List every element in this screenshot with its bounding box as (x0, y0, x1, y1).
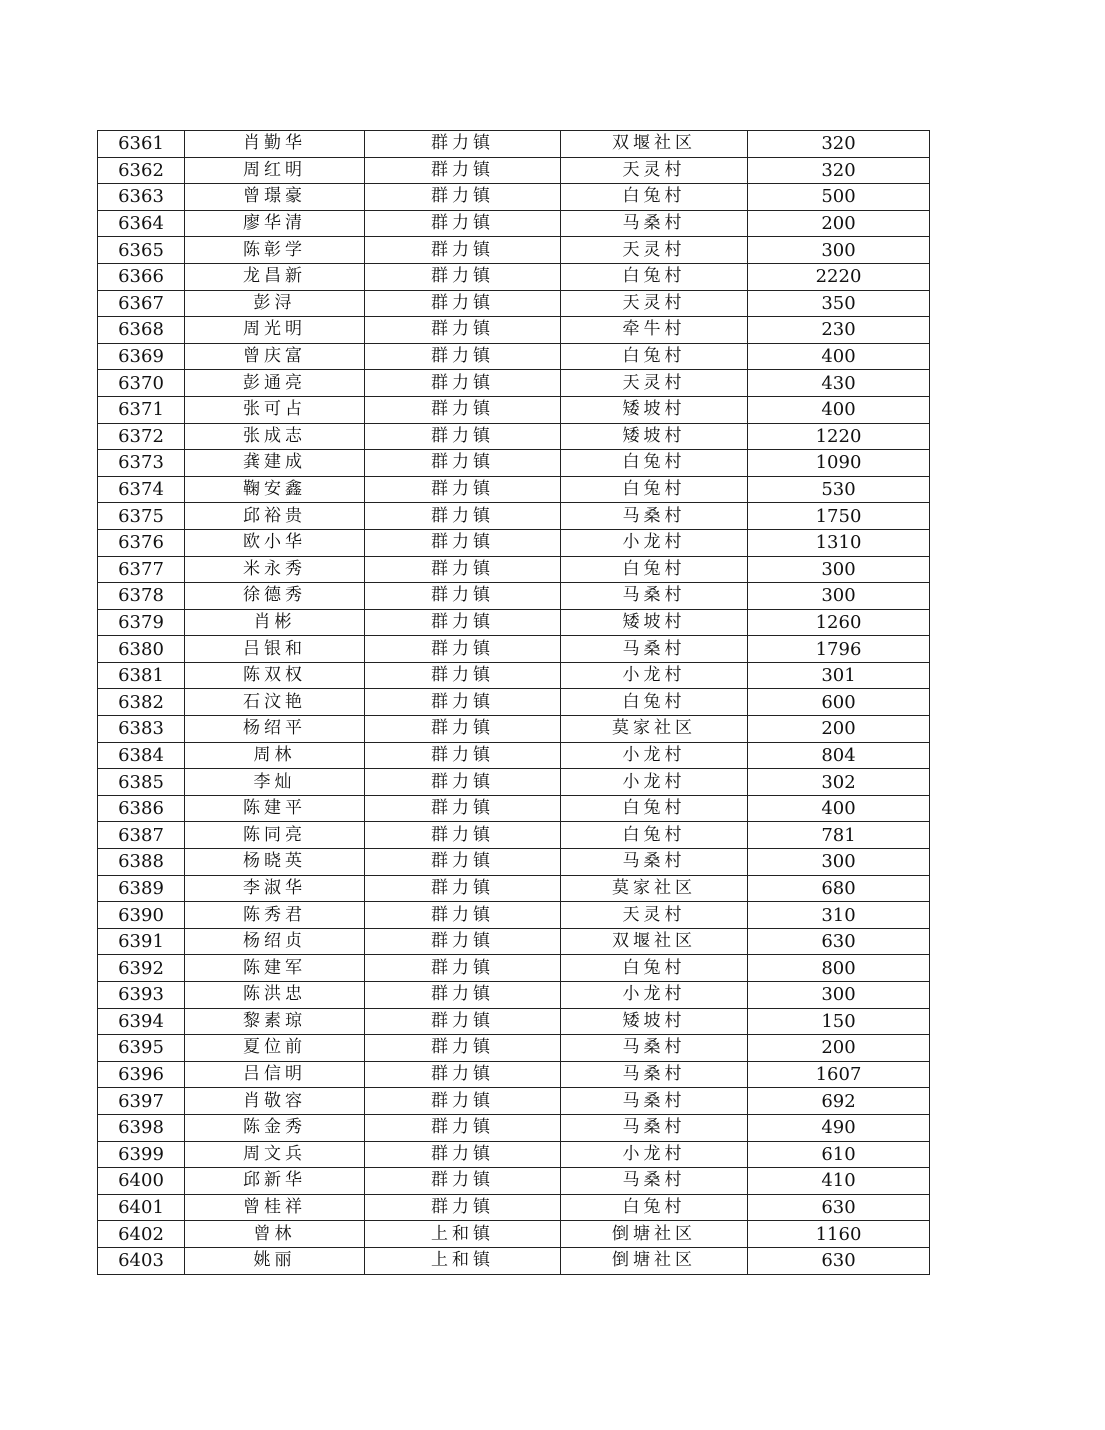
row-number-cell: 6361 (98, 131, 185, 158)
table-row (98, 184, 930, 211)
village-cell: 天灵村 (561, 237, 748, 264)
row-number-cell: 6382 (98, 689, 185, 716)
table-row (98, 423, 930, 450)
village-cell: 双堰社区 (561, 131, 748, 158)
person-name-cell: 石汶艳 (185, 689, 365, 716)
village-cell: 倒塘社区 (561, 1221, 748, 1248)
row-number-cell: 6386 (98, 795, 185, 822)
row-number-cell: 6363 (98, 184, 185, 211)
row-number-cell: 6379 (98, 609, 185, 636)
row-number-cell: 6389 (98, 875, 185, 902)
town-cell: 群力镇 (365, 742, 561, 769)
village-cell: 倒塘社区 (561, 1247, 748, 1274)
town-cell: 上和镇 (365, 1221, 561, 1248)
person-name-cell: 米永秀 (185, 556, 365, 583)
row-number-cell: 6366 (98, 263, 185, 290)
town-cell: 群力镇 (365, 450, 561, 477)
person-name-cell: 周红明 (185, 157, 365, 184)
records-table-body (98, 131, 930, 1275)
person-name-cell: 杨绍平 (185, 716, 365, 743)
town-cell: 群力镇 (365, 423, 561, 450)
town-cell: 群力镇 (365, 317, 561, 344)
row-number-cell: 6367 (98, 290, 185, 317)
amount-cell: 301 (748, 662, 930, 689)
village-cell: 矮坡村 (561, 423, 748, 450)
person-name-cell: 龚建成 (185, 450, 365, 477)
village-cell: 牵牛村 (561, 317, 748, 344)
amount-cell: 300 (748, 583, 930, 610)
row-number-cell: 6377 (98, 556, 185, 583)
row-number-cell: 6402 (98, 1221, 185, 1248)
table-row (98, 290, 930, 317)
person-name-cell: 周光明 (185, 317, 365, 344)
table-row (98, 237, 930, 264)
amount-cell: 630 (748, 928, 930, 955)
village-cell: 小龙村 (561, 529, 748, 556)
amount-cell: 400 (748, 396, 930, 423)
amount-cell: 530 (748, 476, 930, 503)
row-number-cell: 6369 (98, 343, 185, 370)
village-cell: 马桑村 (561, 1035, 748, 1062)
amount-cell: 2220 (748, 263, 930, 290)
row-number-cell: 6395 (98, 1035, 185, 1062)
amount-cell: 320 (748, 157, 930, 184)
village-cell: 马桑村 (561, 583, 748, 610)
table-row (98, 982, 930, 1009)
village-cell: 天灵村 (561, 290, 748, 317)
village-cell: 白兔村 (561, 556, 748, 583)
person-name-cell: 曾桂祥 (185, 1194, 365, 1221)
town-cell: 群力镇 (365, 343, 561, 370)
row-number-cell: 6381 (98, 662, 185, 689)
town-cell: 群力镇 (365, 583, 561, 610)
person-name-cell: 彭通亮 (185, 370, 365, 397)
town-cell: 群力镇 (365, 1168, 561, 1195)
town-cell: 群力镇 (365, 822, 561, 849)
town-cell: 群力镇 (365, 662, 561, 689)
table-row (98, 583, 930, 610)
person-name-cell: 肖彬 (185, 609, 365, 636)
row-number-cell: 6399 (98, 1141, 185, 1168)
town-cell: 群力镇 (365, 263, 561, 290)
person-name-cell: 欧小华 (185, 529, 365, 556)
table-row (98, 529, 930, 556)
amount-cell: 1750 (748, 503, 930, 530)
row-number-cell: 6378 (98, 583, 185, 610)
table-row (98, 1194, 930, 1221)
village-cell: 马桑村 (561, 1088, 748, 1115)
person-name-cell: 夏位前 (185, 1035, 365, 1062)
row-number-cell: 6364 (98, 210, 185, 237)
table-row (98, 476, 930, 503)
row-number-cell: 6403 (98, 1247, 185, 1274)
village-cell: 白兔村 (561, 1194, 748, 1221)
table-row (98, 875, 930, 902)
person-name-cell: 鞠安鑫 (185, 476, 365, 503)
town-cell: 群力镇 (365, 1008, 561, 1035)
person-name-cell: 邱新华 (185, 1168, 365, 1195)
person-name-cell: 陈洪忠 (185, 982, 365, 1009)
town-cell: 群力镇 (365, 131, 561, 158)
village-cell: 小龙村 (561, 662, 748, 689)
table-row (98, 210, 930, 237)
person-name-cell: 彭浔 (185, 290, 365, 317)
town-cell: 群力镇 (365, 1061, 561, 1088)
amount-cell: 804 (748, 742, 930, 769)
amount-cell: 410 (748, 1168, 930, 1195)
table-row (98, 1114, 930, 1141)
person-name-cell: 李灿 (185, 769, 365, 796)
table-row (98, 636, 930, 663)
table-row (98, 1221, 930, 1248)
row-number-cell: 6365 (98, 237, 185, 264)
town-cell: 群力镇 (365, 955, 561, 982)
town-cell: 群力镇 (365, 1035, 561, 1062)
row-number-cell: 6400 (98, 1168, 185, 1195)
town-cell: 群力镇 (365, 716, 561, 743)
row-number-cell: 6401 (98, 1194, 185, 1221)
amount-cell: 1160 (748, 1221, 930, 1248)
person-name-cell: 张成志 (185, 423, 365, 450)
amount-cell: 490 (748, 1114, 930, 1141)
village-cell: 小龙村 (561, 982, 748, 1009)
row-number-cell: 6393 (98, 982, 185, 1009)
person-name-cell: 邱裕贵 (185, 503, 365, 530)
amount-cell: 310 (748, 902, 930, 929)
amount-cell: 1090 (748, 450, 930, 477)
amount-cell: 300 (748, 237, 930, 264)
person-name-cell: 龙昌新 (185, 263, 365, 290)
row-number-cell: 6391 (98, 928, 185, 955)
row-number-cell: 6387 (98, 822, 185, 849)
person-name-cell: 张可占 (185, 396, 365, 423)
town-cell: 群力镇 (365, 769, 561, 796)
amount-cell: 350 (748, 290, 930, 317)
records-table (97, 130, 930, 1275)
person-name-cell: 徐德秀 (185, 583, 365, 610)
town-cell: 群力镇 (365, 396, 561, 423)
table-row (98, 1247, 930, 1274)
amount-cell: 1220 (748, 423, 930, 450)
person-name-cell: 李淑华 (185, 875, 365, 902)
person-name-cell: 周文兵 (185, 1141, 365, 1168)
village-cell: 白兔村 (561, 955, 748, 982)
table-row (98, 689, 930, 716)
person-name-cell: 曾璟豪 (185, 184, 365, 211)
row-number-cell: 6392 (98, 955, 185, 982)
person-name-cell: 黎素琼 (185, 1008, 365, 1035)
village-cell: 小龙村 (561, 742, 748, 769)
row-number-cell: 6383 (98, 716, 185, 743)
amount-cell: 200 (748, 210, 930, 237)
row-number-cell: 6397 (98, 1088, 185, 1115)
amount-cell: 302 (748, 769, 930, 796)
town-cell: 群力镇 (365, 1141, 561, 1168)
town-cell: 群力镇 (365, 184, 561, 211)
row-number-cell: 6368 (98, 317, 185, 344)
table-row (98, 450, 930, 477)
amount-cell: 230 (748, 317, 930, 344)
town-cell: 群力镇 (365, 370, 561, 397)
person-name-cell: 曾庆富 (185, 343, 365, 370)
village-cell: 白兔村 (561, 689, 748, 716)
amount-cell: 300 (748, 849, 930, 876)
table-row (98, 157, 930, 184)
table-row (98, 396, 930, 423)
town-cell: 群力镇 (365, 1194, 561, 1221)
table-row (98, 1168, 930, 1195)
amount-cell: 150 (748, 1008, 930, 1035)
town-cell: 群力镇 (365, 795, 561, 822)
person-name-cell: 吕银和 (185, 636, 365, 663)
table-row (98, 849, 930, 876)
amount-cell: 300 (748, 556, 930, 583)
row-number-cell: 6384 (98, 742, 185, 769)
person-name-cell: 姚丽 (185, 1247, 365, 1274)
table-row (98, 955, 930, 982)
table-row (98, 795, 930, 822)
town-cell: 群力镇 (365, 210, 561, 237)
town-cell: 群力镇 (365, 636, 561, 663)
row-number-cell: 6396 (98, 1061, 185, 1088)
village-cell: 马桑村 (561, 210, 748, 237)
amount-cell: 630 (748, 1194, 930, 1221)
amount-cell: 781 (748, 822, 930, 849)
town-cell: 群力镇 (365, 928, 561, 955)
amount-cell: 692 (748, 1088, 930, 1115)
village-cell: 天灵村 (561, 902, 748, 929)
amount-cell: 600 (748, 689, 930, 716)
town-cell: 群力镇 (365, 556, 561, 583)
town-cell: 群力镇 (365, 982, 561, 1009)
amount-cell: 200 (748, 1035, 930, 1062)
row-number-cell: 6362 (98, 157, 185, 184)
town-cell: 群力镇 (365, 689, 561, 716)
table-row (98, 1088, 930, 1115)
table-row (98, 263, 930, 290)
village-cell: 白兔村 (561, 476, 748, 503)
person-name-cell: 廖华清 (185, 210, 365, 237)
town-cell: 群力镇 (365, 529, 561, 556)
town-cell: 群力镇 (365, 849, 561, 876)
person-name-cell: 肖勤华 (185, 131, 365, 158)
person-name-cell: 杨绍贞 (185, 928, 365, 955)
amount-cell: 1260 (748, 609, 930, 636)
amount-cell: 1607 (748, 1061, 930, 1088)
person-name-cell: 陈建军 (185, 955, 365, 982)
town-cell: 群力镇 (365, 157, 561, 184)
table-row (98, 716, 930, 743)
village-cell: 矮坡村 (561, 1008, 748, 1035)
table-row (98, 1061, 930, 1088)
village-cell: 马桑村 (561, 636, 748, 663)
village-cell: 白兔村 (561, 263, 748, 290)
row-number-cell: 6376 (98, 529, 185, 556)
row-number-cell: 6388 (98, 849, 185, 876)
table-row (98, 902, 930, 929)
village-cell: 莫家社区 (561, 875, 748, 902)
row-number-cell: 6375 (98, 503, 185, 530)
town-cell: 上和镇 (365, 1247, 561, 1274)
person-name-cell: 陈双权 (185, 662, 365, 689)
village-cell: 马桑村 (561, 1168, 748, 1195)
row-number-cell: 6370 (98, 370, 185, 397)
row-number-cell: 6398 (98, 1114, 185, 1141)
row-number-cell: 6374 (98, 476, 185, 503)
person-name-cell: 陈同亮 (185, 822, 365, 849)
row-number-cell: 6371 (98, 396, 185, 423)
row-number-cell: 6385 (98, 769, 185, 796)
table-row (98, 503, 930, 530)
village-cell: 白兔村 (561, 184, 748, 211)
amount-cell: 400 (748, 343, 930, 370)
amount-cell: 1310 (748, 529, 930, 556)
town-cell: 群力镇 (365, 290, 561, 317)
table-row (98, 343, 930, 370)
village-cell: 天灵村 (561, 370, 748, 397)
amount-cell: 430 (748, 370, 930, 397)
village-cell: 白兔村 (561, 450, 748, 477)
table-row (98, 928, 930, 955)
person-name-cell: 陈秀君 (185, 902, 365, 929)
town-cell: 群力镇 (365, 476, 561, 503)
table-row (98, 662, 930, 689)
person-name-cell: 肖敬容 (185, 1088, 365, 1115)
table-row (98, 131, 930, 158)
town-cell: 群力镇 (365, 875, 561, 902)
table-row (98, 609, 930, 636)
amount-cell: 200 (748, 716, 930, 743)
village-cell: 双堰社区 (561, 928, 748, 955)
village-cell: 天灵村 (561, 157, 748, 184)
village-cell: 矮坡村 (561, 609, 748, 636)
amount-cell: 1796 (748, 636, 930, 663)
village-cell: 马桑村 (561, 1114, 748, 1141)
table-row (98, 1035, 930, 1062)
table-row (98, 556, 930, 583)
town-cell: 群力镇 (365, 902, 561, 929)
person-name-cell: 周林 (185, 742, 365, 769)
amount-cell: 320 (748, 131, 930, 158)
town-cell: 群力镇 (365, 1088, 561, 1115)
town-cell: 群力镇 (365, 1114, 561, 1141)
person-name-cell: 吕信明 (185, 1061, 365, 1088)
amount-cell: 630 (748, 1247, 930, 1274)
row-number-cell: 6373 (98, 450, 185, 477)
town-cell: 群力镇 (365, 503, 561, 530)
amount-cell: 500 (748, 184, 930, 211)
row-number-cell: 6380 (98, 636, 185, 663)
town-cell: 群力镇 (365, 609, 561, 636)
village-cell: 马桑村 (561, 849, 748, 876)
amount-cell: 300 (748, 982, 930, 1009)
table-row (98, 742, 930, 769)
person-name-cell: 陈金秀 (185, 1114, 365, 1141)
amount-cell: 400 (748, 795, 930, 822)
table-row (98, 1008, 930, 1035)
row-number-cell: 6390 (98, 902, 185, 929)
village-cell: 白兔村 (561, 343, 748, 370)
table-row (98, 822, 930, 849)
village-cell: 马桑村 (561, 503, 748, 530)
village-cell: 白兔村 (561, 822, 748, 849)
village-cell: 小龙村 (561, 769, 748, 796)
table-row (98, 317, 930, 344)
person-name-cell: 曾林 (185, 1221, 365, 1248)
person-name-cell: 杨晓英 (185, 849, 365, 876)
row-number-cell: 6372 (98, 423, 185, 450)
village-cell: 马桑村 (561, 1061, 748, 1088)
table-row (98, 1141, 930, 1168)
amount-cell: 800 (748, 955, 930, 982)
person-name-cell: 陈彰学 (185, 237, 365, 264)
row-number-cell: 6394 (98, 1008, 185, 1035)
town-cell: 群力镇 (365, 237, 561, 264)
amount-cell: 610 (748, 1141, 930, 1168)
table-row (98, 769, 930, 796)
village-cell: 莫家社区 (561, 716, 748, 743)
person-name-cell: 陈建平 (185, 795, 365, 822)
village-cell: 矮坡村 (561, 396, 748, 423)
table-row (98, 370, 930, 397)
village-cell: 白兔村 (561, 795, 748, 822)
village-cell: 小龙村 (561, 1141, 748, 1168)
amount-cell: 680 (748, 875, 930, 902)
